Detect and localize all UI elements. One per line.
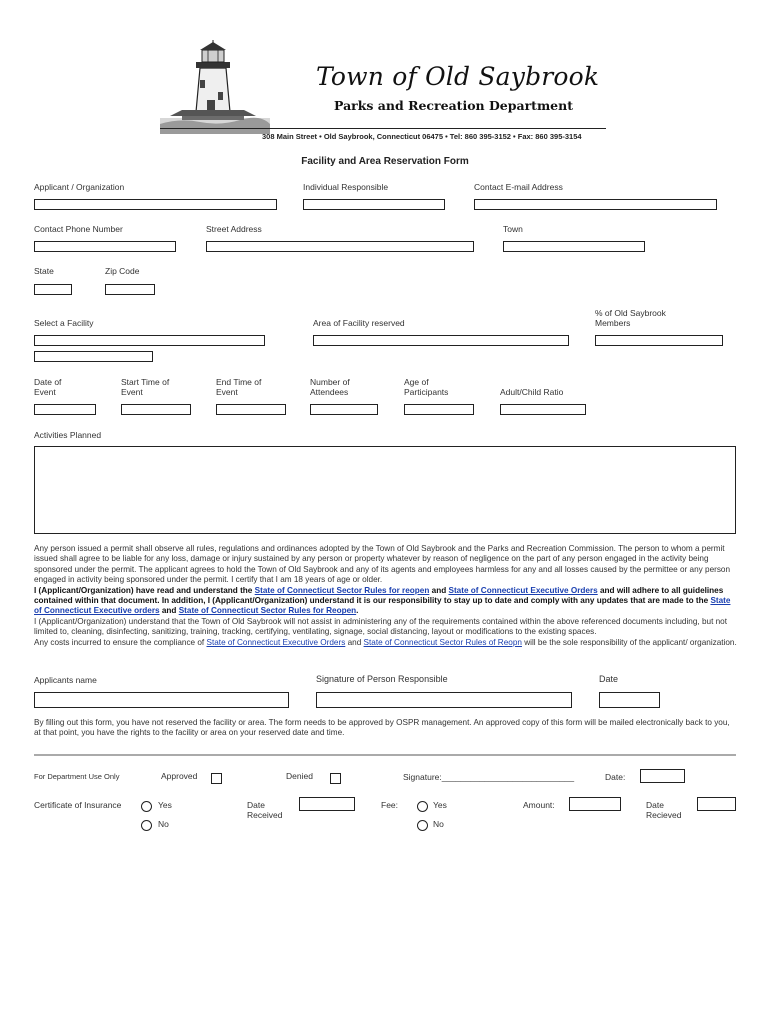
ratio-field[interactable] <box>500 404 586 415</box>
and-text-1: and <box>431 585 447 595</box>
town-title: Town of Old Saybrook <box>316 62 600 91</box>
applicants-name-label: Applicants name <box>34 675 97 685</box>
date-recieved-label-1: Date <box>646 800 664 810</box>
attendees-field[interactable] <box>310 404 378 415</box>
select-facility-label: Select a Facility <box>34 318 94 328</box>
date-event-field[interactable] <box>34 404 96 415</box>
date-recieved-label-2: Recieved <box>646 810 682 820</box>
terms-paragraph-3: I (Applicant/Organization) understand that the Town of Old Saybrook will not assist in administering any of the requirements contained within the above referenced documents including, but not limited to, cleaning, disinfecting, sanitizing, training, tracking, certifying, ventilating, signage, social distancing, layout or modifications to the existing spaces. <box>34 616 727 637</box>
coi-yes-radio[interactable] <box>141 801 152 812</box>
date-received-label-2: Received <box>247 810 283 820</box>
start-time-label-1: Start Time of <box>121 377 170 387</box>
terms-paragraph-4a: Any costs incurred to ensure the compliance of <box>34 637 205 647</box>
members-label-2: Members <box>595 318 631 328</box>
start-time-label-2: Event <box>121 387 143 397</box>
members-label-1: % of Old Saybrook <box>595 308 666 318</box>
facility-select[interactable] <box>34 335 265 346</box>
date-field[interactable] <box>599 692 660 708</box>
terms-paragraph-2b: and will adhere to all guidelines contained within that document. In addition, I (Applicant/Organization) understand it is our responsibility to stay up to date and comply with any updates that are made to the <box>34 585 724 606</box>
amount-field[interactable] <box>569 797 621 811</box>
state-label: State <box>34 266 54 276</box>
members-percent-field[interactable] <box>595 335 723 346</box>
dept-use-label: For Department Use Only <box>34 772 120 781</box>
coi-label: Certificate of Insurance <box>34 800 122 810</box>
coi-date-received-field[interactable] <box>299 797 355 811</box>
sector-rules-link[interactable]: State of Connecticut Sector Rules for reopen <box>254 585 430 595</box>
fee-yes-radio[interactable] <box>417 801 428 812</box>
dept-signature-label: Signature:____________________________ <box>403 772 575 782</box>
start-time-field[interactable] <box>121 404 191 415</box>
letterhead <box>0 0 770 150</box>
date-received-label-1: Date <box>247 800 265 810</box>
denied-label: Denied <box>286 771 313 781</box>
fee-yes-label: Yes <box>433 800 447 810</box>
phone-label: Contact Phone Number <box>34 224 123 234</box>
executive-orders-link-2[interactable]: State of Connecticut Executive orders <box>34 596 731 616</box>
end-time-field[interactable] <box>216 404 286 415</box>
terms-paragraph-4b: will be the sole responsibility of the applicant/ organization. <box>524 637 737 647</box>
applicant-label: Applicant / Organization <box>34 182 125 192</box>
lighthouse-logo <box>160 40 270 134</box>
section-divider <box>34 754 736 756</box>
coi-yes-label: Yes <box>158 800 172 810</box>
header-rule <box>160 128 606 129</box>
phone-field[interactable] <box>34 241 176 252</box>
department-address: 308 Main Street • Old Saybrook, Connecticut 06475 • Tel: 860 395-3152 • Fax: 860 395-3154 <box>262 132 582 141</box>
attendees-label-2: Attendees <box>310 387 349 397</box>
town-field[interactable] <box>503 241 645 252</box>
period-text: . <box>356 606 359 616</box>
zip-label: Zip Code <box>105 266 140 276</box>
dept-date-label: Date: <box>605 772 626 782</box>
facility-select-2[interactable] <box>34 351 153 362</box>
coi-no-radio[interactable] <box>141 820 152 831</box>
activities-textarea[interactable] <box>34 446 736 534</box>
amount-label: Amount: <box>523 800 555 810</box>
email-label: Contact E-mail Address <box>474 182 563 192</box>
date-label: Date <box>599 674 619 684</box>
fee-no-radio[interactable] <box>417 820 428 831</box>
town-label: Town <box>503 224 523 234</box>
date-event-label-1: Date of <box>34 377 62 387</box>
form-title: Facility and Area Reservation Form <box>301 156 469 167</box>
fee-date-recieved-field[interactable] <box>697 797 736 811</box>
terms-text <box>34 544 738 648</box>
age-label-2: Participants <box>404 387 449 397</box>
date-event-label-2: Event <box>34 387 56 397</box>
fee-label: Fee: <box>381 800 399 810</box>
terms-paragraph-1: Any person issued a permit shall observe all rules, regulations and ordinances adopted by the Town of Old Saybrook and the Parks and Recreation Commission. The person to whom a permit issued shall agree to be liable for any loss, damage or injury sustained by any person or property whatever by reason of negligence on the part of any person engaged in the activity being sponsored under the permit. The applicant agrees to hold the Town of Old Saybrook and any of its agents and employees harmless for any and all losses caused by the permittee or any person engaged in activity being sponsored under the permit. I certify that I am 18 years of age or older. <box>34 544 731 585</box>
applicants-name-field[interactable] <box>34 692 289 708</box>
street-label: Street Address <box>206 224 262 234</box>
state-field[interactable] <box>34 284 72 295</box>
notice-text: By filling out this form, you have not reserved the facility or area. The form needs to be approved by OSPR management. An approved copy of this form will be mailed electronically back to you, at that point, you have the rights to the facility or area on your reserved date and time. <box>34 718 730 738</box>
area-reserved-field[interactable] <box>313 335 569 346</box>
terms-paragraph-2a: I (Applicant/Organization) have read and understand the <box>34 585 253 595</box>
department-name: Parks and Recreation Department <box>334 98 574 113</box>
executive-orders-link[interactable]: State of Connecticut Executive Orders <box>448 585 598 595</box>
and-text-2: and <box>161 606 177 616</box>
sector-rules-link-3[interactable]: State of Connecticut Sector Rules of Reopn <box>363 637 522 647</box>
applicant-field[interactable] <box>34 199 277 210</box>
age-label-1: Age of <box>404 377 429 387</box>
individual-field[interactable] <box>303 199 445 210</box>
activities-label: Activities Planned <box>34 430 102 440</box>
ratio-label: Adult/Child Ratio <box>500 387 564 397</box>
and-text-3: and <box>347 637 362 647</box>
street-field[interactable] <box>206 241 474 252</box>
area-reserved-label: Area of Facility reserved <box>313 318 405 328</box>
attendees-label-1: Number of <box>310 377 350 387</box>
email-field[interactable] <box>474 199 717 210</box>
approved-label: Approved <box>161 771 198 781</box>
signature-field[interactable] <box>316 692 572 708</box>
executive-orders-link-3[interactable]: State of Connecticut Executive Orders <box>206 637 346 647</box>
individual-label: Individual Responsible <box>303 182 389 192</box>
signature-label: Signature of Person Responsible <box>316 674 448 684</box>
fee-no-label: No <box>433 819 444 829</box>
dept-date-field[interactable] <box>640 769 685 783</box>
end-time-label-1: End Time of <box>216 377 262 387</box>
sector-rules-link-2[interactable]: State of Connecticut Sector Rules for Reopen <box>178 606 357 616</box>
coi-no-label: No <box>158 819 169 829</box>
zip-field[interactable] <box>105 284 155 295</box>
denied-checkbox[interactable] <box>330 773 341 784</box>
end-time-label-2: Event <box>216 387 238 397</box>
age-field[interactable] <box>404 404 474 415</box>
approved-checkbox[interactable] <box>211 773 222 784</box>
